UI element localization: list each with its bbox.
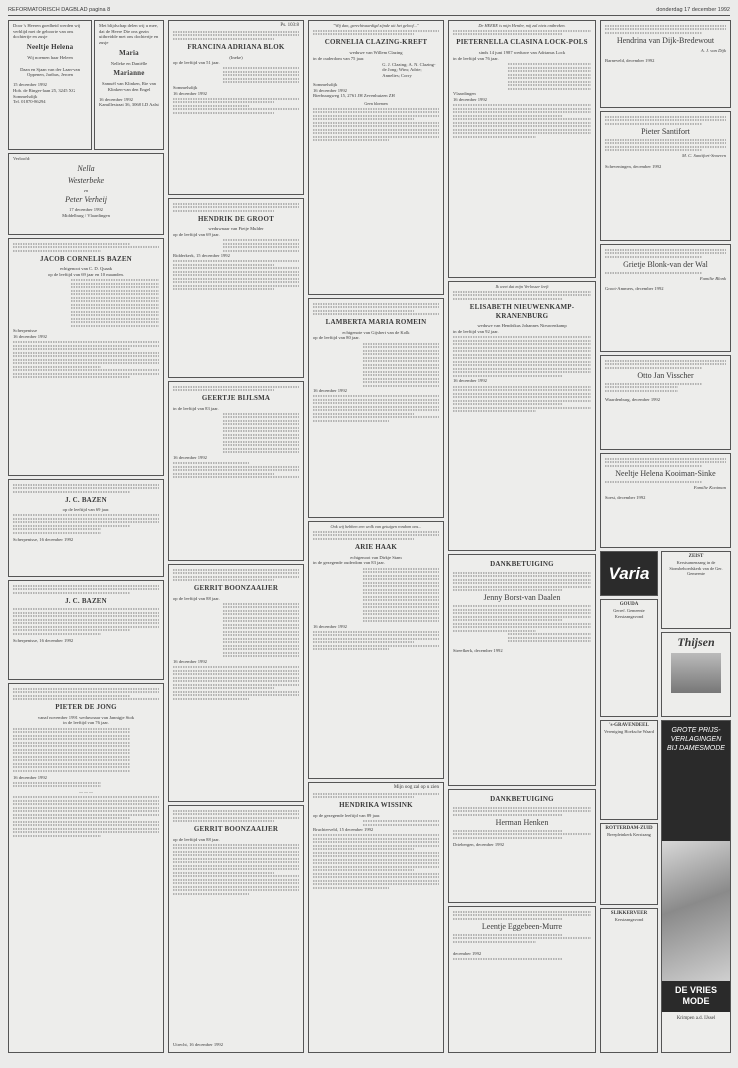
thanks-visscher [600, 355, 731, 450]
ad-date: Soest, december 1992 [605, 495, 646, 501]
thanks-eggebeen [448, 906, 596, 1053]
ad-city: Sommelsdijk [173, 84, 198, 90]
ad-date: Ridderkerk, 15 december 1992 [173, 253, 230, 259]
obituary-groot [168, 198, 304, 378]
ad-address: Bierbuurgweg 15, 2761 JH Zevenhuizen ZH [313, 93, 395, 99]
ad-name-1: Nella [77, 163, 95, 173]
promo-title: SLIKKERVEER [610, 911, 648, 916]
ad-age: op de leeftijd van 69 jaar en 10 maanden. [48, 271, 124, 277]
ad-address: Hob. de Ringer-laan 25, 3245 XG Sommelsdijk [13, 87, 76, 99]
shop-photo [671, 653, 721, 693]
ad-place: Scherpenisse, 16 december 1992 [13, 536, 74, 542]
ad-name: Pieter Santifort [641, 126, 690, 136]
ad-name: HENDRIK DE GROOT [198, 214, 274, 223]
promo-text: Vereniging Hoeksche Waard [603, 729, 655, 735]
ad-date: 16 december 1992 [313, 87, 347, 93]
ad-signature: M. C. Santifort-Snoeren [682, 153, 726, 158]
promo-title: ROTTERDAM-ZUID [605, 826, 653, 831]
ad-date: 16 december 1992 [173, 454, 207, 460]
model-photo [662, 841, 730, 981]
ad-age: op de leeftijd van 69 jaar. [173, 231, 220, 237]
ad-name: PIETER DE JONG [55, 703, 117, 711]
ad-label: Verloofd: [13, 156, 31, 161]
ad-date: 16 december 1992 [453, 96, 487, 102]
ad-and: en [83, 187, 89, 193]
obituary-boonzaaijer-1 [168, 564, 304, 802]
ad-date: Bruchterveld, 15 december 1992 [313, 827, 374, 833]
ad-callname: Wij noemen haar Heleen [27, 54, 73, 60]
promo-text: Kerstzangavond [614, 917, 644, 923]
ad-date: 16 december 1992 [313, 388, 347, 394]
obituary-dejong: PIETER DE JONG vanaf november 1991 weduwnaar van Jannigje Stok in de leeftijd van 76 jaar. 16 december 1992 — — — [8, 683, 164, 1053]
ad-place: Middelburg / Vlaardingen [62, 213, 110, 219]
promo-gouda [600, 599, 658, 717]
ad-date: 17 december 1992 [69, 207, 103, 213]
ad-date: Scheveningen, december 1992 [605, 163, 662, 169]
ad-name: Maria [119, 48, 139, 57]
ad-age: in de ouderdom van 75 jaar. [313, 55, 365, 61]
ad-city: Scherpenisse [13, 328, 37, 334]
ad-age: op de leeftijd van 88 jaar. [173, 836, 220, 842]
ad-name: GERRIT BOONZAAIJER [193, 584, 279, 592]
ad-name: Herman Henken [495, 817, 549, 827]
ad-date: 16 december 1992 [173, 90, 207, 96]
ad-title: DANKBETUIGING [490, 560, 554, 568]
ad-city: Sommelsdijk [313, 81, 338, 87]
engagement-announcement [8, 153, 164, 235]
thanks-borst [448, 554, 596, 786]
ad-age: op de leeftijd van 69 jaar. [62, 507, 110, 513]
ad-city: Vlaardingen [453, 91, 476, 97]
ad-name: HENDRIKA WISSINK [339, 801, 413, 810]
ad-date: Utrecht, 16 december 1992 [173, 1042, 224, 1048]
ad-age: op de leeftijd van 51 jaar. [173, 60, 220, 66]
ad-date: Streefkerk, december 1992 [453, 648, 503, 654]
devries-logo: DE VRIES MODE [662, 981, 730, 1012]
ad-name: Hendrina van Dijk-Bredewout [616, 35, 715, 45]
thanks-dijk-bredewout [600, 20, 731, 108]
ad-date: Driebergen, december 1992 [453, 841, 505, 847]
ad-sub: echtgenote van Gijsbert van de Kolk [342, 329, 410, 335]
obituary-haak: Ook wij hebben een wolk van getuigen rondom ons... ARIE HAAK echtgenoot van Dirkje Stam in de gezegende ouderdom van 83 jaar. 16 december 1992 [308, 521, 444, 779]
obituary-blok [168, 20, 304, 195]
ad-age: in de leeftijd van 76 jaar. [453, 55, 499, 61]
obituary-nieuwenkamp: Ik weet dat mijn Verlosser leeft ELISABETH NIEUWENKAMP-KRANENBURG weduwe van Hendrikus Johannes Nieuwenkamp in de leeftijd van 92 jaar. 16 december 1992 [448, 281, 596, 551]
birth-announcement-heleen [8, 20, 92, 150]
ad-name: ELISABETH NIEUWENKAMP-KRANENBURG [469, 302, 575, 320]
ad-age: in de leeftijd van 92 jaar. [453, 329, 499, 335]
ad-age: in de leeftijd van 76 jaar. [63, 720, 109, 726]
ad-intro: Met blijdschap delen wij u mee, dat de Heere Die ons gezin uitbreidde met ons dochtertje en zusje [99, 23, 159, 46]
promo-title: 's-GRAVENDEEL [609, 723, 649, 728]
ad-name: Neeltje Helena [26, 43, 74, 52]
ad-name: CORNELIA CLAZING-KREFT [324, 38, 428, 47]
promo-zeist [661, 551, 731, 629]
ad-name: GERRIT BOONZAAIJER [193, 825, 279, 833]
promo-slikkerveer [600, 908, 658, 1053]
ad-name: FRANCINA ADRIANA BLOK [187, 42, 285, 51]
obituary-bijlsma [168, 381, 304, 561]
obituary-bazen-1 [8, 238, 164, 476]
thanks-santifort [600, 111, 731, 241]
ad-date: Barneveld, december 1992 [605, 58, 655, 64]
ad-title: DANKBETUIGING [490, 795, 554, 803]
ad-family: G. J. Clazing; A. N. Clazing-de Jong; Wim; Adrie; Annelies; Corry [382, 61, 436, 79]
ad-signature: Familie Blonk [699, 275, 726, 281]
ad-parents: Daan en Sjaan van der Laan-van Oppenen, Jaribas, Jeroen [20, 66, 80, 78]
ad-date: 16 december 1992 [453, 378, 487, 384]
promo-text: Kerstsamenzang in de Sionsbehoedskerk van de Ger. Gemeente [669, 560, 723, 577]
ad-date: 16 december 1992 [99, 96, 133, 102]
birth-announcement-maria [94, 20, 164, 150]
ad-date: 16 december 1992 [13, 774, 47, 780]
promo-gravendeel [600, 720, 658, 820]
ad-signature: A. J. van Dijk [700, 47, 726, 53]
ad-name-2: Westerbeke [67, 175, 105, 185]
ad-sub: weduwe van Hendrikus Johannes Nieuwenkamp [477, 323, 567, 329]
thijsen-logo-text: Thijsen [677, 635, 715, 649]
obituary-bazen-2 [8, 479, 164, 577]
ad-name: JACOB CORNELIS BAZEN [40, 254, 132, 263]
varia-logo-text: Varia [608, 563, 650, 583]
ad-sub: weduwnaar van Fietje Mulder [208, 226, 264, 232]
ad-date: 15 december 1992 [13, 82, 47, 88]
promo-title: ZEIST [688, 554, 704, 559]
promo-thijsen [661, 632, 731, 717]
ad-name: LAMBERTA MARIA ROMEIN [325, 318, 427, 326]
promo-devries-mode [661, 720, 731, 1053]
promo-text: Breepleinkerk Kerstzang [607, 832, 651, 838]
ad-name: PIETERNELLA CLASINA LOCK-POLS [456, 38, 588, 47]
ad-age: in de leeftijd van 83 jaar. [173, 405, 219, 411]
ad-phone: Tel. 01870-86294 [13, 99, 46, 105]
ad-age: op de leeftijd van 88 jaar. [173, 595, 220, 601]
ad-name: Jenny Borst-van Daalen [483, 593, 561, 603]
ad-age: op de leeftijd van 80 jaar. [313, 335, 360, 341]
thanks-blonk [600, 244, 731, 352]
header-left: REFORMATORISCH DAGBLAD pagina 8 [8, 6, 111, 13]
ad-date: Waardenburg, december 1992 [605, 396, 661, 402]
ad-age: in de gezegende ouderdom van 83 jaar. [313, 560, 385, 566]
ad-place: Scherpenisse, 16 december 1992 [13, 637, 74, 643]
ad-name: ARIE HAAK [354, 542, 398, 551]
ad-age: op de gezegende leeftijd van 89 jaar. [313, 813, 381, 818]
sale-banner: GROTE PRIJS-VERLAGINGEN BIJ DAMESMODE [662, 721, 730, 841]
obituary-romein [308, 298, 444, 518]
obituary-boonzaaijer-2 [168, 805, 304, 1053]
ad-name-3: Peter Verheij [65, 195, 107, 205]
ad-sub: weduwe van Willem Clazing [349, 50, 403, 56]
ad-address: Kamillestraat 36, 3068 LD Aalst [99, 102, 159, 108]
ad-sub: vanaf november 1991 weduwnaar van Jannigje Stok [37, 714, 135, 720]
varia-logo [600, 551, 658, 596]
ad-date: Groot-Ammers, december 1992 [605, 286, 664, 292]
promo-rotterdam [600, 823, 658, 905]
ad-name: Leentje Eggebeen-Murre [481, 921, 563, 931]
ad-signature: Familie Kooiman [693, 484, 726, 490]
thanks-kooiman [600, 453, 731, 548]
ad-name: GEERTJE BIJLSMA [201, 394, 271, 402]
ad-name: Otto Jan Visscher [637, 370, 694, 380]
obituary-wissink: Mijn oog zal op u zien HENDRIKA WISSINK op de gezegende leeftijd van 89 jaar. Bruchterveld, 15 december 1992 [308, 782, 444, 1053]
obituary-clazing: "Wij dan, gerechtvaardigd zijnde uit het geloof..." CORNELIA CLAZING-KREFT weduwe van Willem Clazing in de ouderdom van 75 jaar. G. J. Clazing; A. N. Clazing-de Jong; Wim; Adrie; Annelies; Corry Sommelsdijk 16 december 1992 Bierbuurgweg 15, 2761 JH Zevenhuizen ZH Geen bloemen [308, 20, 444, 295]
store-location: Krimpen a.d. IJssel [676, 1015, 716, 1021]
ad-date: 16 december 1992 [313, 623, 347, 629]
ad-nick: (Ineke) [229, 54, 243, 60]
ad-ref: Ps. 103:8 [280, 23, 299, 28]
page-header [8, 4, 730, 16]
ad-name-2: Marianne [113, 69, 145, 78]
ad-parents: Nelleke en Daniëlle [110, 60, 148, 66]
ad-name: Grietje Blonk-van der Wal [623, 259, 708, 269]
obituary-bazen-3 [8, 580, 164, 680]
ad-name: Neeltje Helena Kooiman-Sinke [615, 468, 716, 478]
ad-parents-2: Samuël van Klinken, Rie van Klinken-van den Engel [102, 81, 156, 92]
ad-name: J. C. BAZEN [65, 495, 107, 504]
ad-intro: Door 's Heeren goedheid werden wij verblijd met de geboorte van ons dochtertje en zusje [13, 23, 81, 40]
ad-sub: echtgenoot van C. D. Quaak [59, 266, 113, 272]
ad-date: december 1992 [453, 950, 482, 956]
promo-text: Gerref. Gemeente Kerstzangavond [613, 608, 645, 619]
thanks-henken [448, 789, 596, 903]
header-right: donderdag 17 december 1992 [656, 6, 730, 13]
ad-name: J. C. BAZEN [65, 596, 107, 605]
ad-sub: echtgenoot van Dirkje Stam [350, 554, 402, 560]
ad-date: 16 december 1992 [173, 658, 207, 664]
ad-date: 16 december 1992 [13, 333, 47, 339]
obituary-lock-pols: De HEERE is mijn Herder, mij zal niets ontbreken. PIETERNELLA CLASINA LOCK-POLS sinds 14 juni 1987 weduwe van Adrianus Lock in de leeftijd van 76 jaar. Vlaardingen 16 december 1992 [448, 20, 596, 278]
promo-title: GOUDA [619, 602, 639, 607]
ad-sub: sinds 14 juni 1987 weduwe van Adrianus Lock [478, 50, 566, 56]
